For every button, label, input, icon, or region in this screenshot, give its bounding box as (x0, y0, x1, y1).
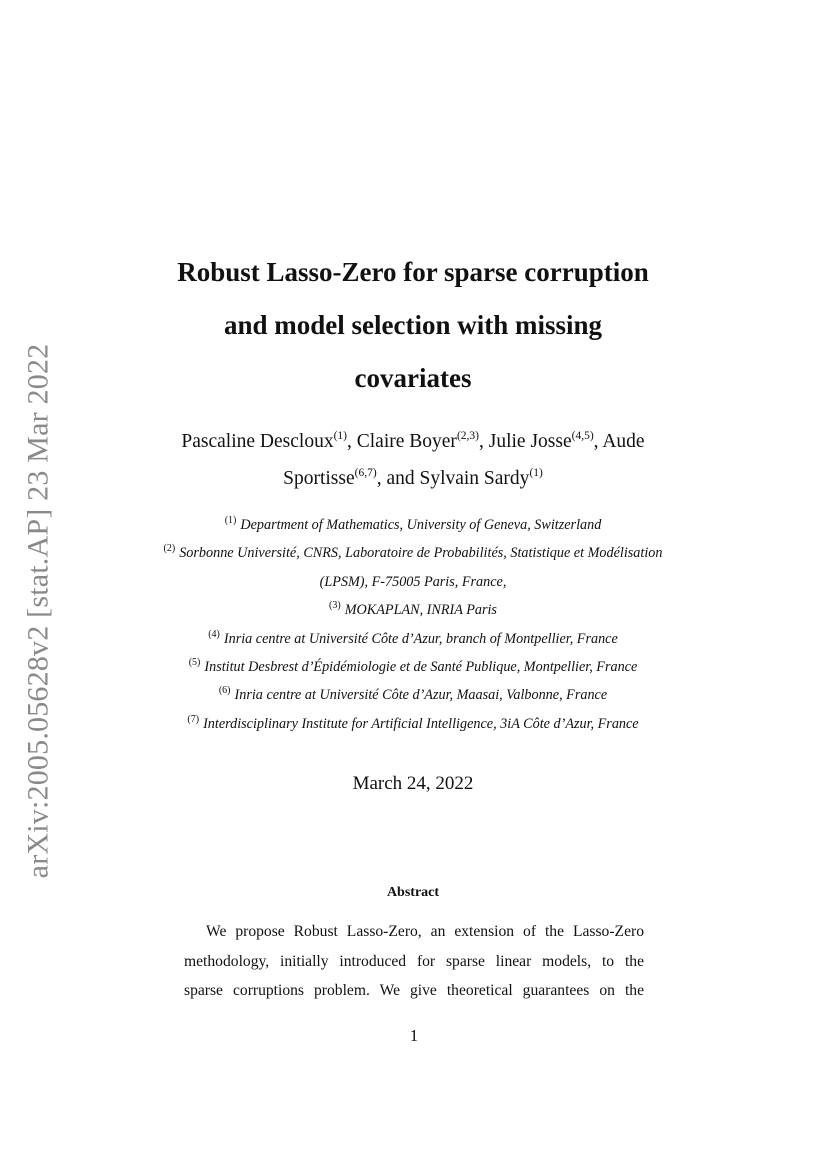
author-line (110, 423, 716, 460)
abstract-line: We propose Robust Lasso-Zero, an extension of the Lasso-Zero (206, 923, 644, 940)
affiliation-text: Interdisciplinary Institute for Artificial Intelligence, 3iA Côte d’Azur, France (203, 715, 639, 732)
publication-date: March 24, 2022 (352, 773, 474, 794)
page-number: 1 (409, 1026, 419, 1045)
paper-title (120, 246, 706, 405)
author-separator: , (593, 431, 603, 452)
affiliation-mark: (4) (208, 628, 220, 640)
author-name: Aude (602, 431, 645, 452)
author-name: Julie Josse (488, 431, 572, 452)
affiliation-mark: (3) (329, 600, 341, 612)
author-affiliation-mark: (2,3) (456, 430, 479, 442)
author-list (110, 423, 716, 497)
affiliation-mark: (5) (188, 657, 201, 669)
affiliation-line (100, 653, 726, 681)
affiliation-text: Inria centre at Université Côte d’Azur, Maasai, Valbonne, France (234, 687, 608, 704)
affiliation-text: Inria centre at Université Côte d’Azur, branch of Montpellier, France (223, 630, 618, 647)
affiliation-line (100, 568, 726, 596)
affiliation-line (100, 710, 726, 738)
affiliation-list (100, 511, 726, 738)
affiliation-line (100, 625, 726, 653)
author-name: Claire Boyer (356, 431, 457, 452)
affiliation-text: Institut Desbrest d’Épidémiologie et de Santé Publique, Montpellier, France (204, 659, 638, 676)
affiliation-mark: (7) (187, 713, 200, 725)
affiliation-mark: (6) (218, 685, 231, 697)
affiliation-line (100, 539, 726, 567)
author-affiliation-mark: (6,7) (354, 467, 377, 479)
affiliation-mark: (1) (224, 515, 237, 526)
affiliation-line (100, 596, 726, 624)
arxiv-identifier-text: arXiv:2005.05628v2 [stat.AP] 23 Mar 2022 (21, 343, 54, 879)
abstract-line: sparse corruptions problem. We give theoretical guarantees on the (184, 982, 644, 999)
abstract-heading: Abstract (386, 885, 440, 900)
abstract-body (184, 917, 644, 1006)
author-separator: , (347, 431, 357, 452)
affiliation-mark: (2) (163, 543, 176, 555)
author-name: Pascaline Descloux (181, 431, 334, 452)
abstract-line: methodology, initially introduced for sparse linear models, to the (184, 952, 644, 970)
author-affiliation-mark: (4,5) (571, 430, 594, 442)
author-name: Sportisse (283, 468, 355, 489)
affiliation-line (100, 681, 726, 709)
affiliation-line (100, 511, 726, 539)
title-line: and model selection with missing (223, 310, 603, 340)
author-affiliation-mark: (1) (333, 430, 347, 442)
title-line: covariates (354, 363, 472, 393)
author-affiliation-mark: (1) (529, 467, 543, 479)
author-separator: , and (376, 468, 420, 489)
arxiv-identifier-stamp (12, 343, 64, 879)
title-line: Robust Lasso-Zero for sparse corruption (177, 257, 649, 287)
affiliation-text: Sorbonne Université, CNRS, Laboratoire de Probabilités, Statistique et Modélisation (179, 545, 663, 562)
author-line (110, 460, 716, 497)
affiliation-text: MOKAPLAN, INRIA Paris (344, 602, 497, 619)
author-separator: , (478, 431, 489, 452)
author-name: Sylvain Sardy (419, 468, 530, 489)
affiliation-text: (LPSM), F-75005 Paris, France, (319, 573, 507, 590)
affiliation-text: Department of Mathematics, University of Geneva, Switzerland (240, 517, 602, 533)
